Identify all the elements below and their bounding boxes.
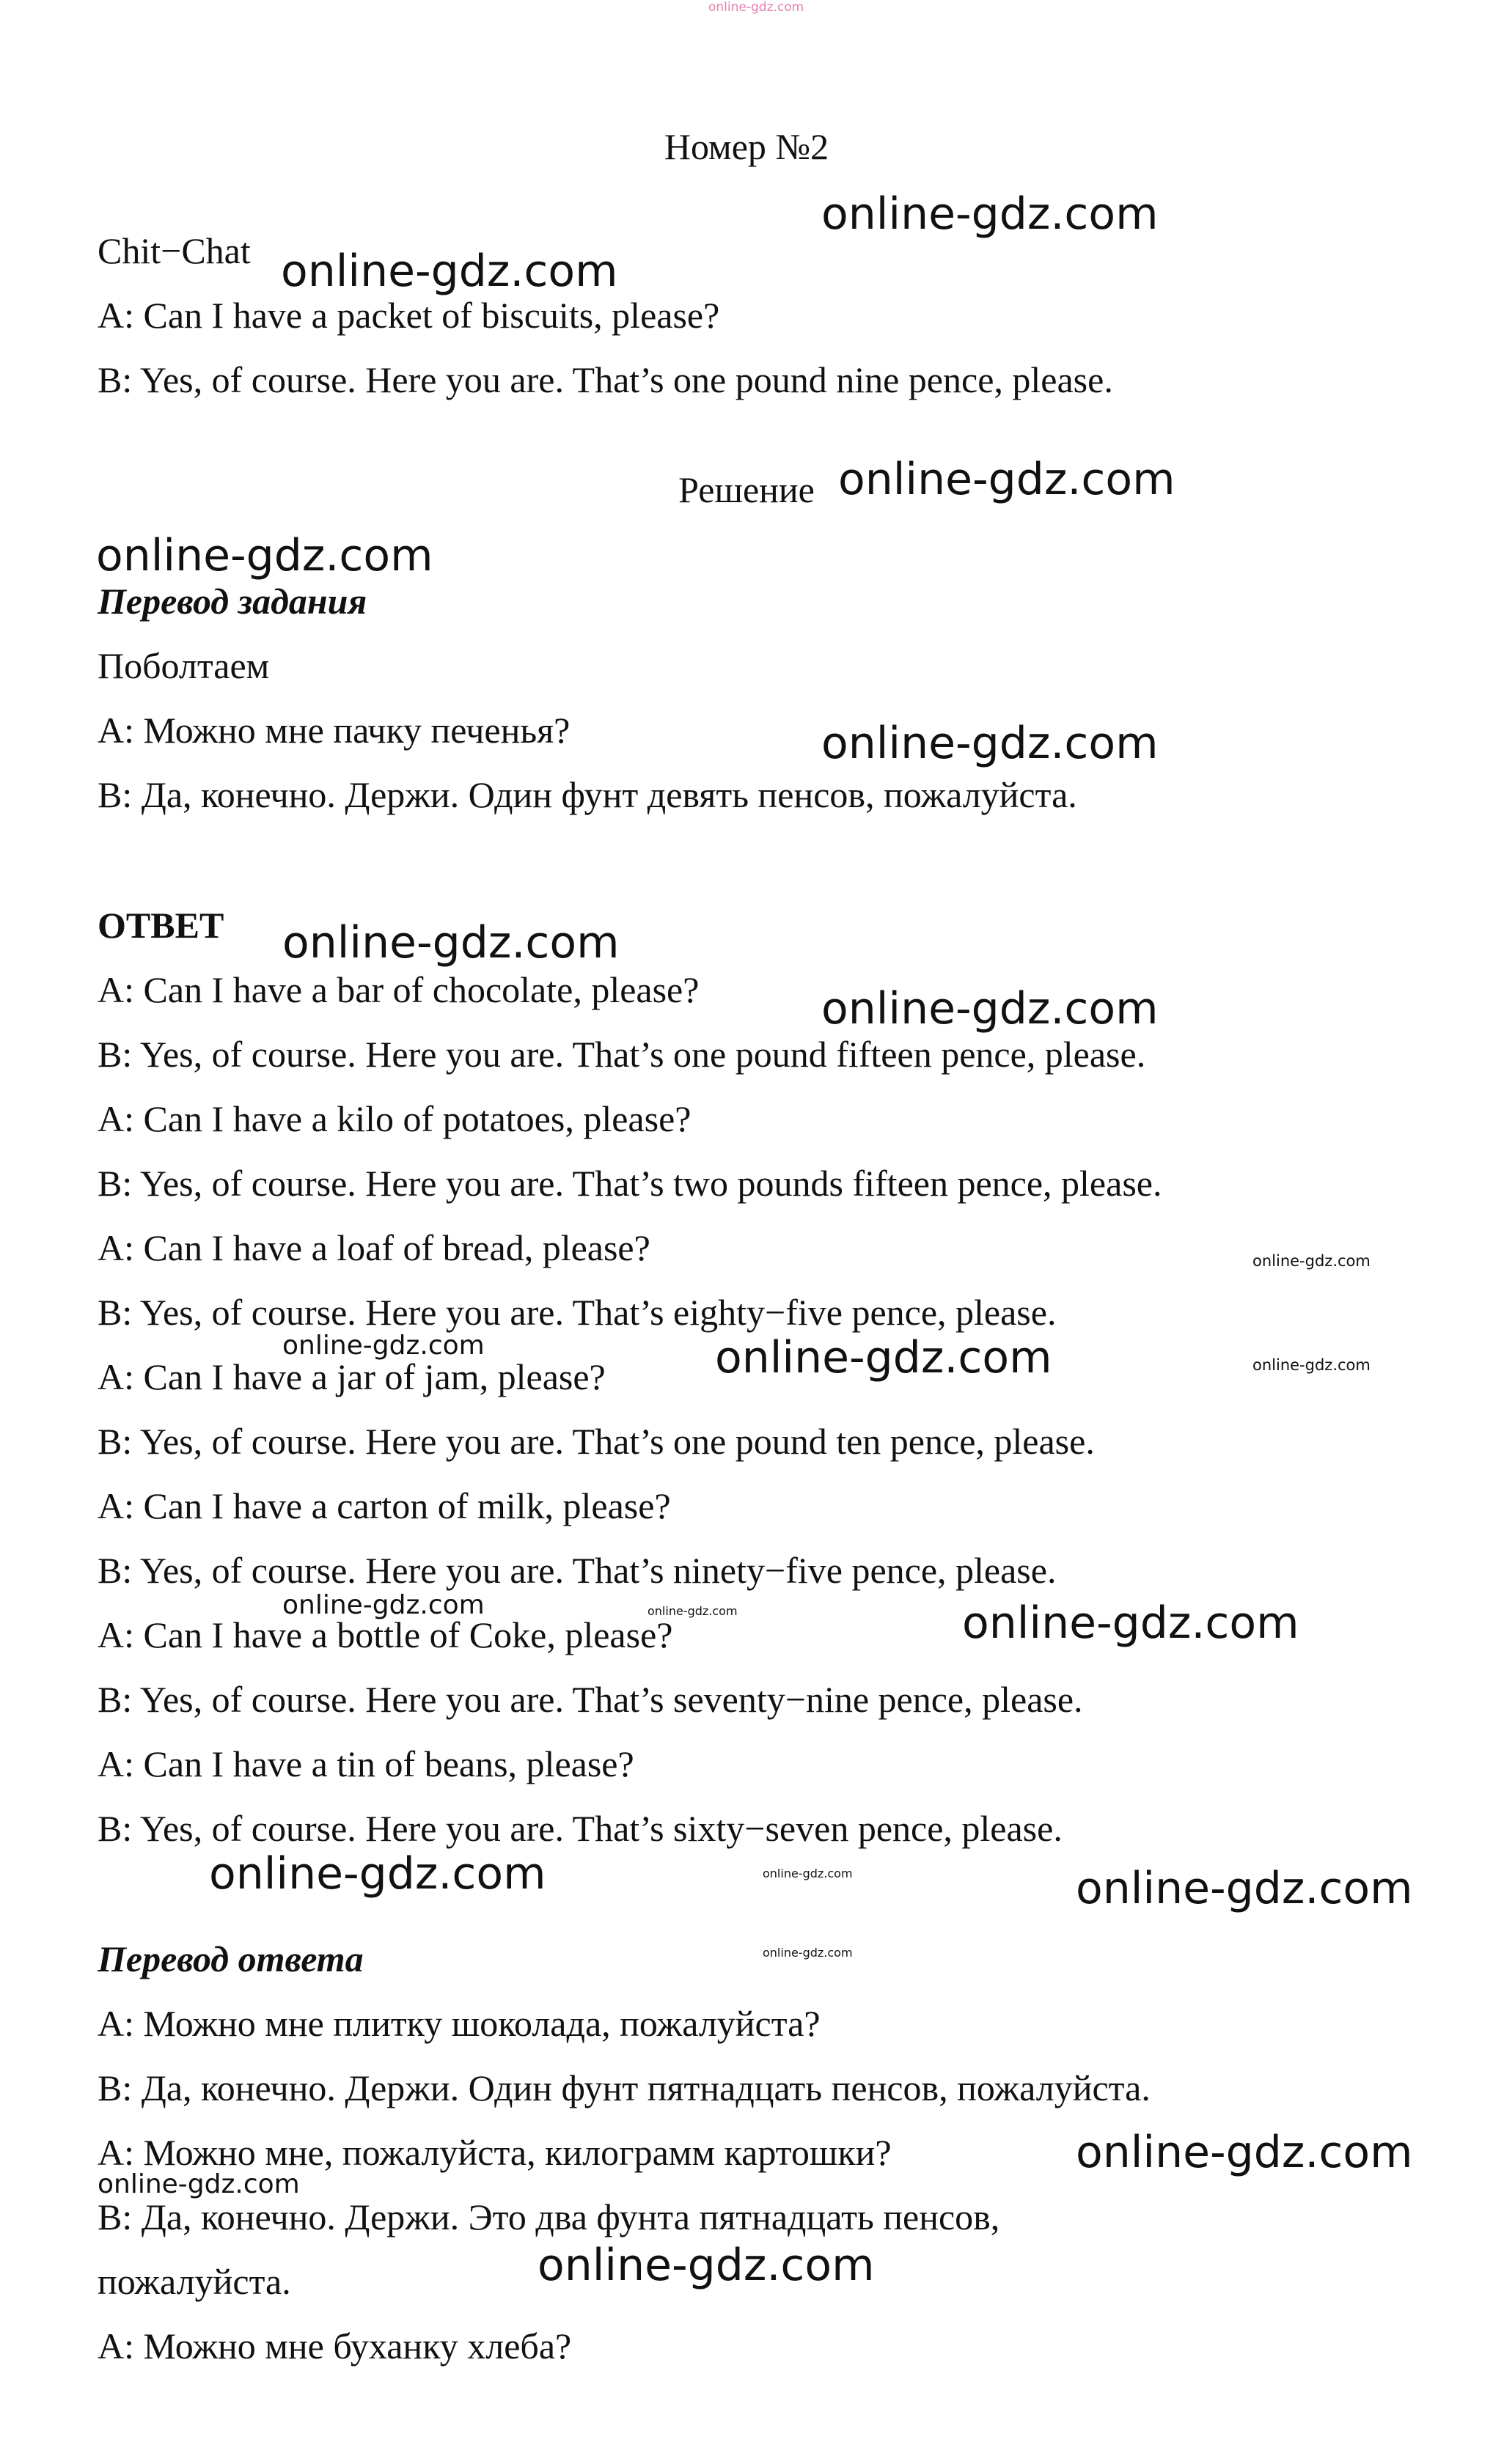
- answer-line: A: Can I have a kilo of potatoes, please?: [98, 1098, 692, 1139]
- watermark: online-gdz.com: [838, 454, 1175, 505]
- answer-line: A: Can I have a carton of milk, please?: [98, 1485, 671, 1526]
- answer-translation-line: A: Можно мне плитку шоколада, пожалуйста?: [98, 2003, 821, 2044]
- watermark: online-gdz.com: [538, 2240, 875, 2291]
- watermark: online-gdz.com: [821, 188, 1159, 240]
- watermark: online-gdz.com: [281, 246, 618, 297]
- watermark: online-gdz.com: [209, 1848, 546, 1900]
- task-line: A: Can I have a packet of biscuits, please?: [98, 295, 720, 336]
- translation-task-heading: Перевод задания: [98, 581, 367, 622]
- answer-line: B: Yes, of course. Here you are. That’s one pound fifteen pence, please.: [98, 1034, 1146, 1075]
- answer-line: A: Can I have a bottle of Coke, please?: [98, 1614, 673, 1655]
- watermark: online-gdz.com: [821, 983, 1159, 1034]
- answer-line: A: Can I have a jar of jam, please?: [98, 1356, 606, 1397]
- watermark: online-gdz.com: [282, 1590, 485, 1620]
- watermark: online-gdz.com: [1076, 2127, 1413, 2178]
- solution-label: Решение: [678, 469, 815, 510]
- answer-line: A: Can I have a bar of chocolate, please?: [98, 969, 700, 1010]
- watermark: online-gdz.com: [821, 718, 1159, 769]
- translation-task-line: B: Да, конечно. Держи. Один фунт девять пенсов, пожалуйста.: [98, 774, 1077, 815]
- answer-line: B: Yes, of course. Here you are. That’s two pounds fifteen pence, please.: [98, 1163, 1162, 1204]
- task-heading: Chit−Chat: [98, 230, 251, 271]
- watermark: online-gdz.com: [763, 1946, 853, 1960]
- answer-line: B: Yes, of course. Here you are. That’s one pound ten pence, please.: [98, 1421, 1095, 1462]
- page-title: Номер №2: [664, 126, 829, 167]
- answer-translation-line: B: Да, конечно. Держи. Это два фунта пятнадцать пенсов,: [98, 2196, 1000, 2237]
- watermark: online-gdz.com: [708, 0, 804, 15]
- answer-line: A: Can I have a tin of beans, please?: [98, 1743, 634, 1784]
- answer-line: B: Yes, of course. Here you are. That’s seventy−nine pence, please.: [98, 1679, 1083, 1720]
- answer-translation-line: A: Можно мне буханку хлеба?: [98, 2325, 572, 2366]
- watermark: online-gdz.com: [763, 1867, 853, 1880]
- watermark: online-gdz.com: [715, 1332, 1052, 1383]
- answer-translation-heading: Перевод ответа: [98, 1938, 364, 1979]
- watermark: online-gdz.com: [96, 530, 433, 581]
- watermark: online-gdz.com: [1252, 1356, 1371, 1374]
- watermark: online-gdz.com: [282, 917, 620, 968]
- task-line: B: Yes, of course. Here you are. That’s one pound nine pence, please.: [98, 359, 1113, 400]
- watermark: online-gdz.com: [648, 1604, 738, 1618]
- watermark: online-gdz.com: [98, 2169, 300, 2199]
- answer-line: B: Yes, of course. Here you are. That’s ninety−five pence, please.: [98, 1550, 1057, 1591]
- answer-translation-line: B: Да, конечно. Держи. Один фунт пятнадцать пенсов, пожалуйста.: [98, 2067, 1151, 2108]
- watermark: online-gdz.com: [1076, 1863, 1413, 1914]
- answer-translation-line: A: Можно мне, пожалуйста, килограмм картошки?: [98, 2132, 892, 2173]
- translation-task-line: Поболтаем: [98, 645, 270, 686]
- watermark: online-gdz.com: [1252, 1252, 1371, 1270]
- translation-task-line: A: Можно мне пачку печенья?: [98, 710, 571, 751]
- watermark: online-gdz.com: [282, 1331, 485, 1361]
- watermark: online-gdz.com: [962, 1597, 1299, 1649]
- answer-line: B: Yes, of course. Here you are. That’s sixty−seven pence, please.: [98, 1808, 1063, 1849]
- answer-heading: ОТВЕТ: [98, 905, 224, 946]
- answer-line: B: Yes, of course. Here you are. That’s eighty−five pence, please.: [98, 1292, 1057, 1333]
- answer-translation-line: пожалуйста.: [98, 2261, 291, 2302]
- answer-line: A: Can I have a loaf of bread, please?: [98, 1227, 650, 1268]
